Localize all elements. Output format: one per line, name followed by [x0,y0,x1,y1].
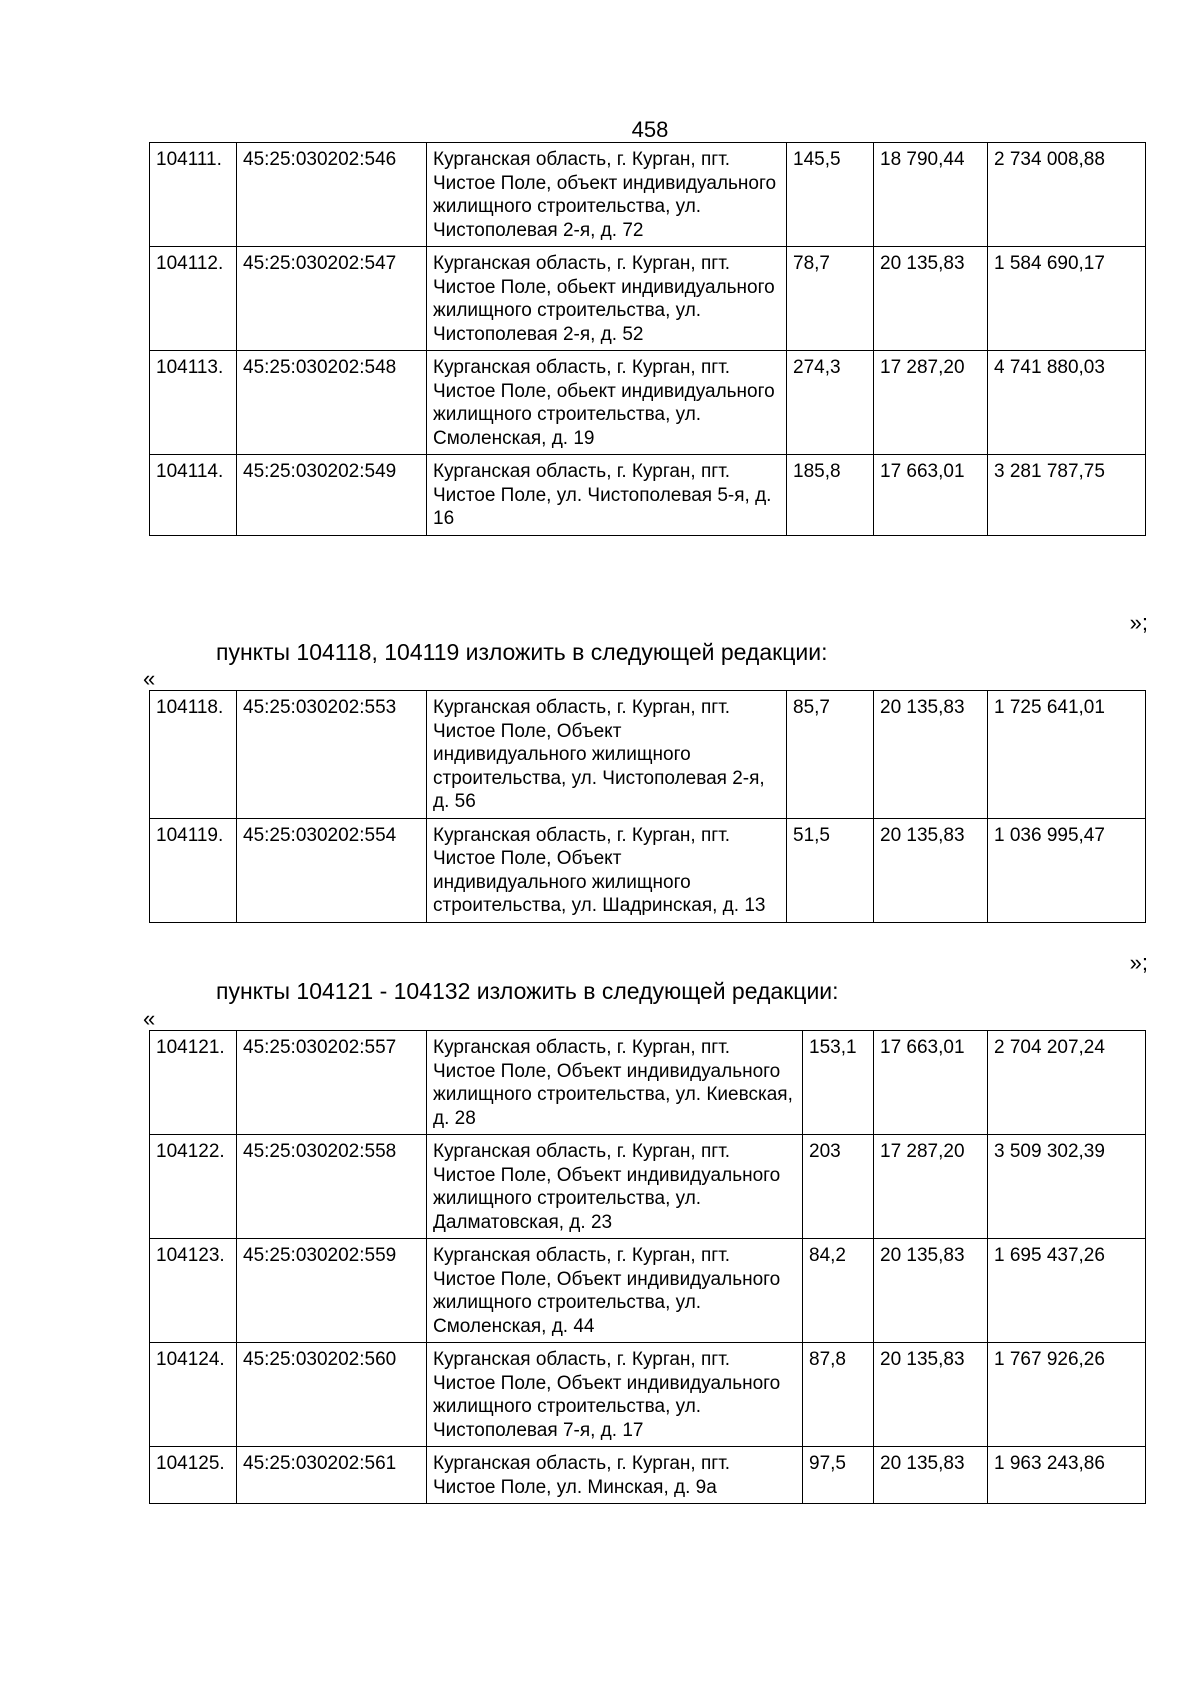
opening-quote: « [143,666,156,691]
item-number-cell: 104119. [150,818,237,922]
item-number-cell: 104111. [150,143,237,247]
registry-table-2 [149,690,1146,923]
cadastral-value-cell: 1 584 690,17 [988,247,1146,351]
item-number-cell: 104124. [150,1343,237,1447]
price-per-unit-cell: 20 135,83 [874,1343,988,1447]
cadastral-number-cell: 45:25:030202:559 [237,1239,427,1343]
item-number-cell: 104118. [150,691,237,819]
table-row [150,1447,1146,1504]
price-per-unit-cell: 20 135,83 [874,691,988,819]
area-cell: 153,1 [803,1031,874,1135]
area-cell: 78,7 [787,247,874,351]
closing-quote: »; [1129,950,1148,975]
table-row [150,1135,1146,1239]
area-cell: 145,5 [787,143,874,247]
area-cell: 84,2 [803,1239,874,1343]
item-number-cell: 104122. [150,1135,237,1239]
item-number-cell: 104113. [150,351,237,455]
table-row [150,247,1146,351]
cadastral-number-cell: 45:25:030202:548 [237,351,427,455]
item-number-cell: 104114. [150,455,237,536]
area-cell: 274,3 [787,351,874,455]
cadastral-number-cell: 45:25:030202:546 [237,143,427,247]
area-cell: 185,8 [787,455,874,536]
cadastral-value-cell: 1 963 243,86 [988,1447,1146,1504]
item-number-cell: 104123. [150,1239,237,1343]
cadastral-number-cell: 45:25:030202:560 [237,1343,427,1447]
address-cell: Курганская область, г. Курган, пгт. Чистое Поле, Объект индивидуального жилищного строительства, ул. Чистополевая 2-я, д. 56 [427,691,787,819]
price-per-unit-cell: 18 790,44 [874,143,988,247]
item-number-cell: 104125. [150,1447,237,1504]
cadastral-number-cell: 45:25:030202:561 [237,1447,427,1504]
price-per-unit-cell: 20 135,83 [874,1239,988,1343]
registry-table-3 [149,1030,1146,1504]
price-per-unit-cell: 17 663,01 [874,1031,988,1135]
address-cell: Курганская область, г. Курган, пгт. Чистое Поле, Объект индивидуального жилищного строительства, ул. Смоленская, д. 44 [427,1239,803,1343]
cadastral-value-cell: 1 767 926,26 [988,1343,1146,1447]
cadastral-value-cell: 1 725 641,01 [988,691,1146,819]
address-cell: Курганская область, г. Курган, пгт. Чистое Поле, объект индивидуального жилищного строительства, ул. Чистополевая 2-я, д. 72 [427,143,787,247]
cadastral-value-cell: 3 509 302,39 [988,1135,1146,1239]
cadastral-value-cell: 2 704 207,24 [988,1031,1146,1135]
price-per-unit-cell: 20 135,83 [874,818,988,922]
address-cell: Курганская область, г. Курган, пгт. Чистое Поле, Объект индивидуального жилищного строительства, ул. Киевская, д. 28 [427,1031,803,1135]
price-per-unit-cell: 17 287,20 [874,1135,988,1239]
cadastral-number-cell: 45:25:030202:553 [237,691,427,819]
area-cell: 203 [803,1135,874,1239]
table-row [150,691,1146,819]
area-cell: 85,7 [787,691,874,819]
table-row [150,143,1146,247]
table-row [150,818,1146,922]
table-row [150,351,1146,455]
cadastral-value-cell: 2 734 008,88 [988,143,1146,247]
table-row [150,1343,1146,1447]
area-cell: 87,8 [803,1343,874,1447]
address-cell: Курганская область, г. Курган, пгт. Чистое Поле, ул. Чистополевая 5-я, д. 16 [427,455,787,536]
page-number: 458 [631,117,669,142]
closing-quote: »; [1129,610,1148,635]
table-row [150,1031,1146,1135]
address-cell: Курганская область, г. Курган, пгт. Чистое Поле, ул. Минская, д. 9а [427,1447,803,1504]
address-cell: Курганская область, г. Курган, пгт. Чистое Поле, Объект индивидуального жилищного строительства, ул. Далматовская, д. 23 [427,1135,803,1239]
price-per-unit-cell: 20 135,83 [874,1447,988,1504]
cadastral-number-cell: 45:25:030202:549 [237,455,427,536]
address-cell: Курганская область, г. Курган, пгт. Чистое Поле, Объект индивидуального жилищного строительства, ул. Шадринская, д. 13 [427,818,787,922]
table-row [150,1239,1146,1343]
price-per-unit-cell: 17 287,20 [874,351,988,455]
cadastral-value-cell: 1 695 437,26 [988,1239,1146,1343]
address-cell: Курганская область, г. Курган, пгт. Чистое Поле, обьект индивидуального жилищного строительства, ул. Смоленская, д. 19 [427,351,787,455]
address-cell: Курганская область, г. Курган, пгт. Чистое Поле, обьект индивидуального жилищного строительства, ул. Чистополевая 2-я, д. 52 [427,247,787,351]
cadastral-number-cell: 45:25:030202:547 [237,247,427,351]
amendment-paragraph: пункты 104118, 104119 изложить в следующей редакции: [216,639,828,665]
price-per-unit-cell: 17 663,01 [874,455,988,536]
table-row [150,455,1146,536]
cadastral-value-cell: 1 036 995,47 [988,818,1146,922]
price-per-unit-cell: 20 135,83 [874,247,988,351]
cadastral-number-cell: 45:25:030202:554 [237,818,427,922]
cadastral-value-cell: 4 741 880,03 [988,351,1146,455]
registry-table-1 [149,142,1146,536]
area-cell: 97,5 [803,1447,874,1504]
item-number-cell: 104112. [150,247,237,351]
area-cell: 51,5 [787,818,874,922]
address-cell: Курганская область, г. Курган, пгт. Чистое Поле, Объект индивидуального жилищного строительства, ул. Чистополевая 7-я, д. 17 [427,1343,803,1447]
opening-quote: « [143,1006,156,1031]
amendment-paragraph: пункты 104121 - 104132 изложить в следующей редакции: [216,978,839,1004]
cadastral-number-cell: 45:25:030202:557 [237,1031,427,1135]
item-number-cell: 104121. [150,1031,237,1135]
cadastral-value-cell: 3 281 787,75 [988,455,1146,536]
cadastral-number-cell: 45:25:030202:558 [237,1135,427,1239]
